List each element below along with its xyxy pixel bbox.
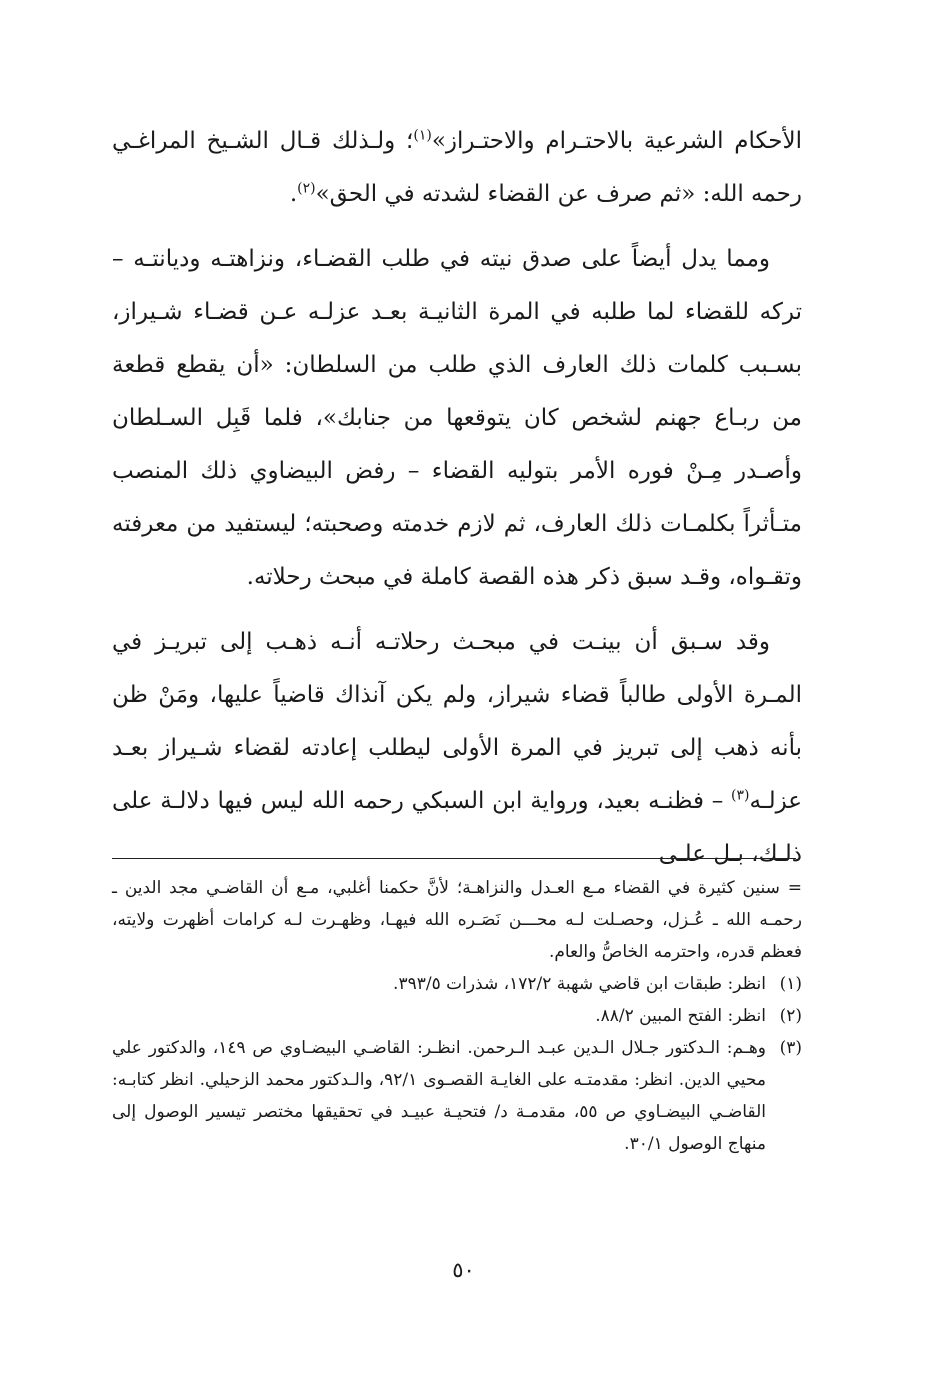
footnote-2-number: (٢) (779, 1006, 802, 1026)
footnote-2-text: انظر: الفتح المبين ٨٨/٢. (595, 1006, 766, 1026)
paragraph-1-text-a: الأحكام الشرعية بالاحتـرام والاحتـراز» (431, 128, 802, 154)
paragraph-2: ومما يدل أيضاً على صدق نيته في طلب القضـاء، ونزاهتـه وديانتـه – تركه للقضاء لما طلبه في المرة الثانيـة بعـد عزلـه عـن قضـاء شـيراز، بسـبب كلمات ذلك العارف الذي طلب من السلطان: «أن يقطع قطعة من ربـاع جهنم لشخص كان يتوقعها من جنابك»، فلما قَبِل السـلطان وأصـدر مِـنْ فوره الأمر بتوليه القضاء – رفض البيضاوي ذلك المنصب متـأثراً بكلمـات ذلك العارف، ثم لازم خدمته وصحبته؛ ليستفيد من معرفته وتقـواه، وقـد سبق ذكر هذه القصة كاملة في مبحث رحلاته. (112, 246, 802, 590)
footnote-ref-2: (٢) (297, 180, 316, 197)
footnotes (112, 872, 802, 1160)
footnote-1-text: انظر: طبقات ابن قاضي شهبة ١٧٢/٢، شذرات ٣٩٣/٥. (393, 974, 766, 994)
footnote-3-number: (٣) (779, 1038, 802, 1058)
footnote-ref-1: (١) (413, 127, 432, 144)
footnote-continuation: = سنين كثيرة في القضاء مـع العـدل والنزاهـة؛ لأنَّ حكمنا أغلبي، مـع أن القاضـي مجد الدين ـ رحمـه الله ـ عُـزل، وحصـلت لـه محـــن نَصَـره الله فيهـا، وظهـرت لـه كرامات أظهرت ولايته، فعظم قدره، واحترمه الخاصُّ والعام. (112, 878, 802, 962)
paragraph-3 (112, 616, 802, 881)
footnote-3 (112, 1032, 802, 1160)
paragraph-1-text-c: . (289, 181, 298, 207)
main-text (112, 115, 802, 893)
paragraph-1-text-b: ؛ ولـذلك قـال الشـيخ المراغـي رحمه الله: «ثم صرف عن القضاء لشدته في الحق» (112, 128, 802, 207)
paragraph-3-text-b: – فظنـه بعيد، ورواية ابن السبكي رحمه الله ليس فيها دلالـة على ذلـك، بـل علـى (112, 788, 802, 867)
paragraph-3-text-a: وقد سـبق أن بينـت في مبحـث رحلاتـه أنـه ذهـب إلى تبريـز في المـرة الأولى طالباً قضاء شيراز، ولم يكن آنذاك قاضياً عليها، ومَنْ ظن بأنه ذهب إلى تبريز في المرة الأولى ليطلب إعادته لقضاء شـيراز بعـد عزلـه (112, 629, 802, 814)
page-number: ٥٠ (452, 1258, 475, 1282)
footnote-3-text: وهـم: الـدكتور جـلال الـدين عبـد الـرحمن. انظـر: القاضـي البيضـاوي ص ١٤٩، والدكتور علي محيي الدين. انظر: مقدمتـه على الغايـة القصـوى ٩٢/١، والـدكتور محمد الزحيلي. انظر كتابـه: القاضـي البيضـاوي ص ٥٥، مقدمـة د/ فتحيـة عبيـد في تحقيقها مختصر تيسير الوصول إلى منهاج الوصول ٣٠/١. (112, 1038, 766, 1154)
footnote-separator (112, 858, 796, 859)
footnote-ref-3: (٣) (731, 787, 750, 804)
paragraph-1 (112, 115, 802, 221)
footnote-2 (112, 1000, 802, 1032)
footnote-1-number: (١) (779, 974, 802, 994)
footnote-1 (112, 968, 802, 1000)
